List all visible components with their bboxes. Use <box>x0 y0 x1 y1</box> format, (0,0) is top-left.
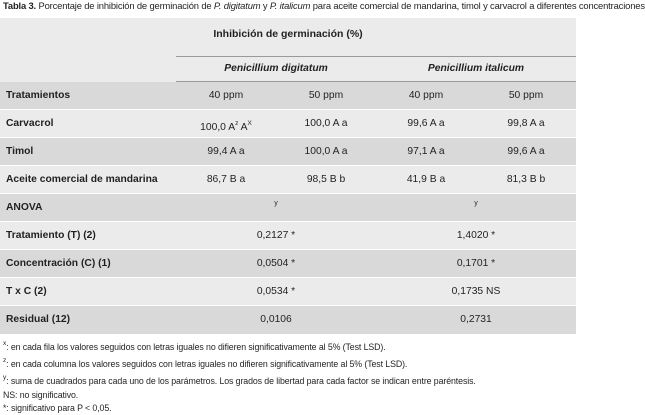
footnote-mark: y <box>3 374 7 382</box>
row-label: Timol <box>6 146 34 157</box>
footnote <box>3 371 575 388</box>
anova-value-pi: 1,4020 * <box>456 230 496 241</box>
table-title: Inhibición de germinación (%) <box>213 28 363 40</box>
caption-text-a: Porcentaje de inhibición de germinación de <box>36 0 214 11</box>
superscript: z <box>235 120 239 127</box>
anova-value-pd: 0,0106 <box>260 314 292 325</box>
anova-value-pd: 0,2127 * <box>256 230 296 241</box>
anova-header-row <box>0 194 576 221</box>
footnote <box>3 354 575 371</box>
cell-value: 98,5 B b <box>306 174 346 185</box>
anova-label: ANOVA <box>6 202 43 213</box>
caption-text-b: y <box>260 0 270 11</box>
species-row <box>0 57 576 81</box>
anova-row-label: Concentración (C) (1) <box>6 258 111 269</box>
anova-row <box>0 306 576 334</box>
table-caption <box>3 0 645 18</box>
footnote <box>3 337 575 354</box>
anova-row <box>0 250 576 277</box>
species-1-header: Penicillium digitatum <box>224 63 328 74</box>
footnote-text: *: significativo para P < 0,05. <box>3 402 112 413</box>
anova-mark-2: y <box>474 200 478 207</box>
anova-value-pi: 0,1701 * <box>456 258 496 269</box>
footnote-text: : suma de cuadrados para cada uno de los parámetros. Los grados de libertad para cada factor se indican entre paréntesis. <box>6 376 476 387</box>
footnote-text: NS: no significativo. <box>3 389 79 400</box>
row-label: Carvacrol <box>6 118 54 129</box>
caption-species-2: P. italicum <box>269 0 311 11</box>
cell-value: 100,0 A a <box>304 118 348 129</box>
anova-value-pd: 0,0534 * <box>256 286 296 297</box>
conc-header-3: 40 ppm <box>408 90 444 101</box>
row-label: Aceite comercial de mandarina <box>6 174 158 185</box>
species-2-header: Penicillium italicum <box>427 63 525 74</box>
footnote-mark: z <box>3 357 7 365</box>
concentration-header-row <box>0 82 576 109</box>
table-footnotes <box>3 337 575 415</box>
caption-species-1: P. digitatum <box>213 0 261 11</box>
anova-row <box>0 278 576 305</box>
cell-value: 81,3 B b <box>506 174 546 185</box>
table-row <box>0 138 576 165</box>
cell-value-part: A <box>238 122 248 133</box>
cell-value-part: 100,0 A <box>200 122 236 133</box>
anova-row-label: T x C (2) <box>6 286 47 297</box>
footnote-text: : en cada fila los valores seguidos con letras iguales no difieren significativamente al 5% (Test LSD). <box>6 342 386 352</box>
footnote-mark: x <box>3 340 7 347</box>
table-row <box>0 110 576 137</box>
cell-value: 99,4 A a <box>207 146 245 157</box>
conc-header-1: 40 ppm <box>208 90 244 101</box>
anova-value-pd: 0,0504 * <box>256 258 296 269</box>
data-table <box>0 18 576 334</box>
anova-row-label: Tratamiento (T) (2) <box>6 230 96 241</box>
anova-mark-1: y <box>274 200 278 207</box>
cell-value: 41,9 B a <box>406 174 446 185</box>
anova-value-pi: 0,2731 <box>460 314 492 325</box>
anova-row <box>0 222 576 249</box>
cell-value: 97,1 A a <box>407 146 445 157</box>
superscript: X <box>247 120 252 127</box>
footnote-text: : en cada columna los valores seguidos con letras iguales no difieren significativamente al 5% (Test LSD). <box>6 359 408 370</box>
anova-value-pi: 0,1735 NS <box>451 286 501 297</box>
cell-value: 100,0 A a <box>304 146 348 157</box>
conc-header-2: 50 ppm <box>308 90 344 101</box>
cell-value: 86,7 B a <box>206 174 246 185</box>
cell-value: 99,6 A a <box>407 118 445 129</box>
cell-value: 99,6 A a <box>507 146 545 157</box>
cell-value <box>176 110 276 137</box>
footnote <box>3 402 575 415</box>
anova-row-label: Residual (12) <box>6 314 71 325</box>
treatments-header: Tratamientos <box>6 90 71 101</box>
footnote <box>3 389 575 402</box>
table-row <box>0 166 576 193</box>
conc-header-4: 50 ppm <box>508 90 544 101</box>
cell-value: 99,8 A a <box>507 118 545 129</box>
caption-text-c: para aceite comercial de mandarina, timol y carvacrol a diferentes concentraciones <box>310 0 645 11</box>
caption-label: Tabla 3. <box>3 0 37 11</box>
